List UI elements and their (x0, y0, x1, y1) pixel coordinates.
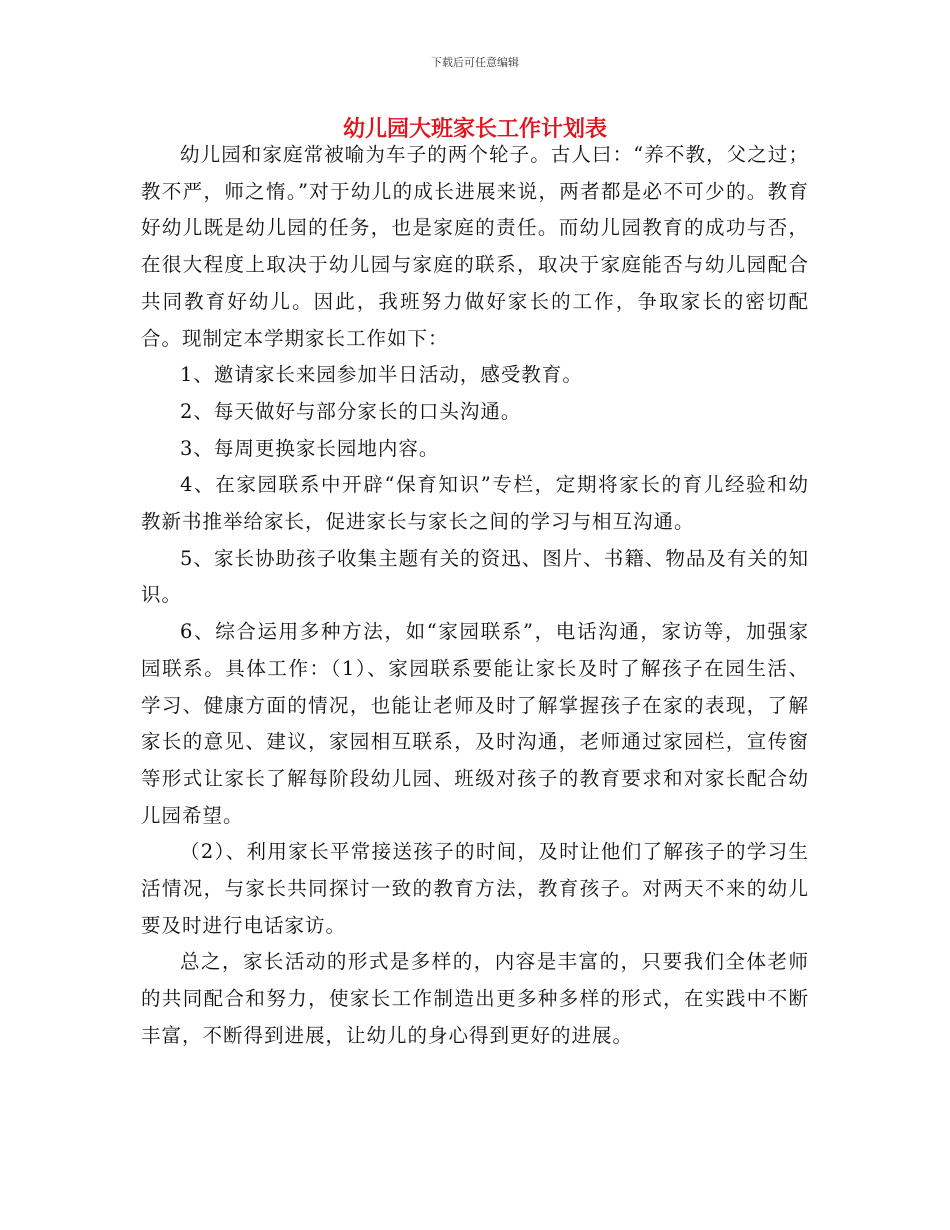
paragraph-item-6-sub-2: （2）、利用家长平常接送孩子的时间，及时让他们了解孩子的学习生活情况，与家长共同探讨一致的教育方法，教育孩子。对两天不来的幼儿要及时进行电话家访。 (141, 840, 809, 937)
paragraph-item-2: 2、每天做好与部分家长的口头沟通。 (180, 399, 522, 423)
paragraph-item-1: 1、邀请家长来园参加半日活动，感受教育。 (180, 363, 583, 387)
paragraph-intro: 幼儿园和家庭常被喻为车子的两个轮子。古人曰：“养不教，父之过；教不严，师之惰。”对于幼儿的成长进展来说，两者都是必不可少的。教育好幼儿既是幼儿园的任务，也是家庭的责任。而幼儿园教育的成功与否，在很大程度上取决于幼儿园与家庭的联系，取决于家庭能否与幼儿园配合共同教育好幼儿。因此，我班努力做好家长的工作，争取家长的密切配合。现制定本学期家长工作如下： (141, 143, 809, 350)
document-title: 幼儿园大班家长工作计划表 (342, 117, 607, 142)
header-note: 下载后可任意编辑 (431, 56, 519, 69)
paragraph-item-5: 5、家长协助孩子收集主题有关的资迅、图片、书籍、物品及有关的知识。 (141, 546, 809, 607)
paragraph-item-6: 6、综合运用多种方法，如“家园联系”，电话沟通，家访等，加强家园联系。具体工作：（1）、家园联系要能让家长及时了解孩子在园生活、学习、健康方面的情况，也能让老师及时了解掌握孩子在家的表现，了解家长的意见、建议，家园相互联系，及时沟通，老师通过家园栏，宣传窗等形式让家长了解每阶段幼儿园、班级对孩子的教育要求和对家长配合幼儿园希望。 (141, 620, 809, 827)
document-body (141, 137, 809, 1055)
paragraph-item-3: 3、每周更换家长园地内容。 (180, 436, 440, 460)
paragraph-item-4: 4、在家园联系中开辟“保育知识”专栏，定期将家长的育儿经验和幼教新书推举给家长，促进家长与家长之间的学习与相互沟通。 (141, 473, 809, 534)
paragraph-conclusion: 总之，家长活动的形式是多样的，内容是丰富的，只要我们全体老师的共同配合和努力，使家长工作制造出更多种多样的形式，在实践中不断丰富，不断得到进展，让幼儿的身心得到更好的进展。 (141, 950, 809, 1047)
